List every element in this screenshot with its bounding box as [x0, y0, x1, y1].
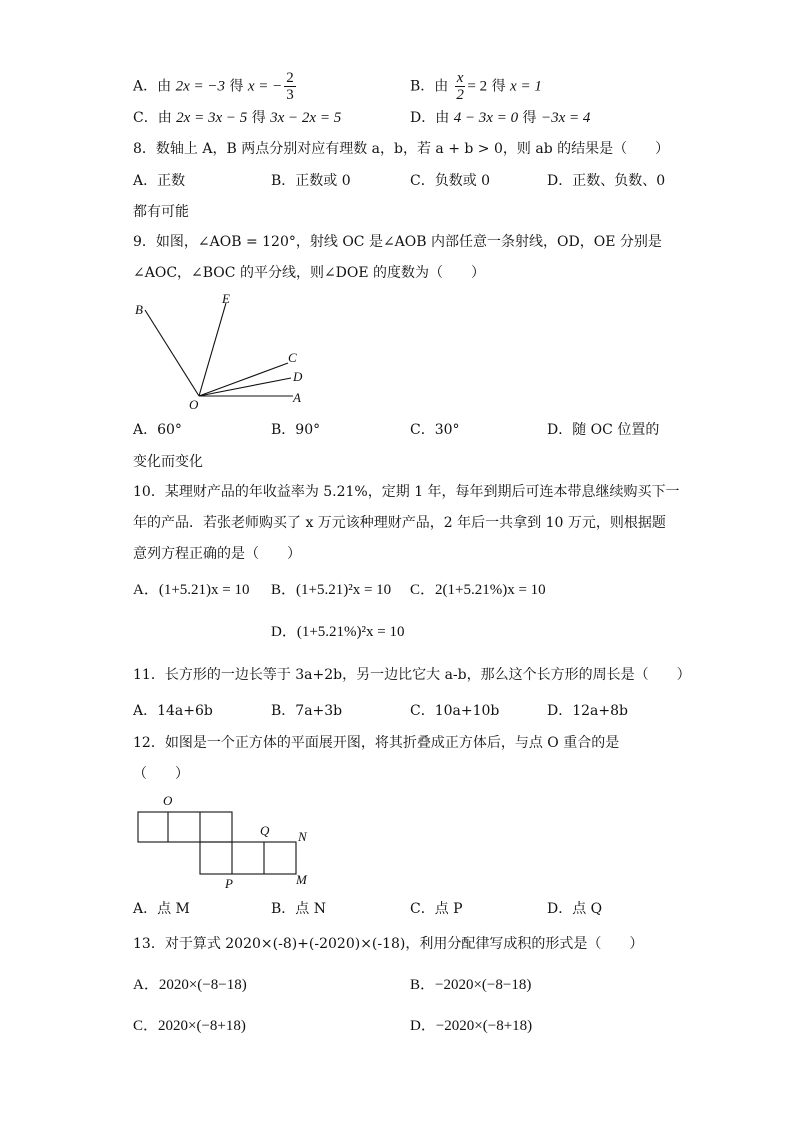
q10-option-a: A．(1+5.21)x = 10	[133, 582, 250, 598]
label-b: B	[135, 302, 143, 317]
q8-option-a: A．正数	[133, 173, 186, 189]
label-n: N	[298, 829, 307, 844]
label-p: P	[225, 876, 233, 891]
q9-option-c: C．30°	[410, 422, 460, 438]
q13-option-a: A．2020×(−8−18)	[133, 977, 247, 993]
q12-stem: 12．如图是一个正方体的平面展开图，将其折叠成正方体后，与点 O 重合的是	[133, 735, 620, 751]
q9-option-d: D．随 OC 位置的	[547, 422, 660, 438]
label-o: O	[163, 793, 173, 808]
label-o: O	[189, 397, 199, 412]
label-d: D	[293, 369, 303, 384]
ray-od	[199, 378, 291, 396]
q11-option-a: A．14a+6b	[133, 703, 213, 719]
q12-option-b: B．点 N	[271, 901, 326, 917]
q12-option-d: D．点 Q	[547, 901, 603, 917]
q9-option-b: B．90°	[271, 422, 321, 438]
q7-option-b: B．由 $\frac{x}{2}$ = 2 得 x = 1	[410, 70, 542, 103]
q11-option-b: B．7a+3b	[271, 703, 343, 719]
q11-stem: 11．长方形的一边长等于 3a+2b，另一边比它大 a-b，那么这个长方形的周长是（ ）	[133, 667, 691, 683]
q8-option-d: D．正数、负数、0	[547, 173, 666, 189]
q10-option-b: B．(1+5.21)²x = 10	[271, 582, 392, 598]
q13-option-b: B．−2020×(−8−18)	[410, 977, 532, 993]
ray-oc	[199, 363, 288, 396]
q8-option-c: C．负数或 0	[410, 173, 491, 189]
q11-option-c: C．10a+10b	[410, 703, 500, 719]
q9-option-d-cont: 变化而变化	[133, 454, 203, 470]
q12-option-a: A．点 M	[133, 901, 190, 917]
q10-option-c: C．2(1+5.21%)x = 10	[410, 582, 546, 598]
q13-option-d: D．−2020×(−8+18)	[410, 1018, 533, 1034]
ray-oe	[199, 303, 226, 396]
q8-option-b: B．正数或 0	[271, 173, 351, 189]
label-m: M	[296, 872, 307, 887]
net-top-row	[138, 812, 232, 842]
q7-option-c: C．由 2x = 3x − 5 得 3x − 2x = 5	[133, 110, 342, 126]
q12-cube-net-figure	[130, 790, 320, 895]
q13-option-c: C．2020×(−8+18)	[133, 1018, 246, 1034]
q10-option-d: D．(1+5.21%)²x = 10	[271, 624, 405, 640]
q10-stem-line3: 意列方程正确的是（ ）	[133, 546, 301, 562]
q9-angle-figure	[125, 288, 325, 413]
q8-option-d-cont: 都有可能	[133, 204, 189, 220]
q7-option-a: A．由 2x = −3 得 x = − $\frac{2}{3}$	[133, 70, 294, 103]
net-bottom-row	[200, 842, 296, 874]
label-q: Q	[260, 823, 270, 838]
q12-option-c: C．点 P	[410, 901, 463, 917]
fraction: $\frac{x}{2}$	[456, 70, 464, 103]
q10-stem-line2: 年的产品．若张老师购买了 x 万元该种理财产品，2 年后一共拿到 10 万元，则根据题	[133, 515, 666, 531]
q9-stem-line1: 9．如图，∠AOB = 120°，射线 OC 是∠AOB 内部任意一条射线，OD，OE 分别是	[133, 234, 662, 250]
label-a: A	[293, 390, 301, 405]
fraction: $\frac{2}{3}$	[286, 70, 294, 103]
q9-option-a: A．60°	[133, 422, 182, 438]
q10-stem-line1: 10．某理财产品的年收益率为 5.21%，定期 1 年，每年到期后可连本带息继续购买下一	[133, 484, 680, 500]
label-e: E	[222, 291, 230, 306]
ray-ob	[145, 310, 199, 396]
q12-paren: （ ）	[133, 766, 189, 782]
q8-stem: 8．数轴上 A，B 两点分别对应有理数 a，b，若 a + b > 0，则 ab 的结果是（ ）	[133, 141, 670, 157]
q13-stem: 13．对于算式 2020×(-8)+(-2020)×(-18)，利用分配律写成积的形式是（ ）	[133, 936, 644, 952]
q9-stem-line2: ∠AOC，∠BOC 的平分线，则∠DOE 的度数为（ ）	[133, 265, 486, 281]
q11-option-d: D．12a+8b	[547, 703, 628, 719]
q7-option-d: D．由 4 − 3x = 0 得 −3x = 4	[410, 110, 591, 126]
label-c: C	[288, 350, 297, 365]
